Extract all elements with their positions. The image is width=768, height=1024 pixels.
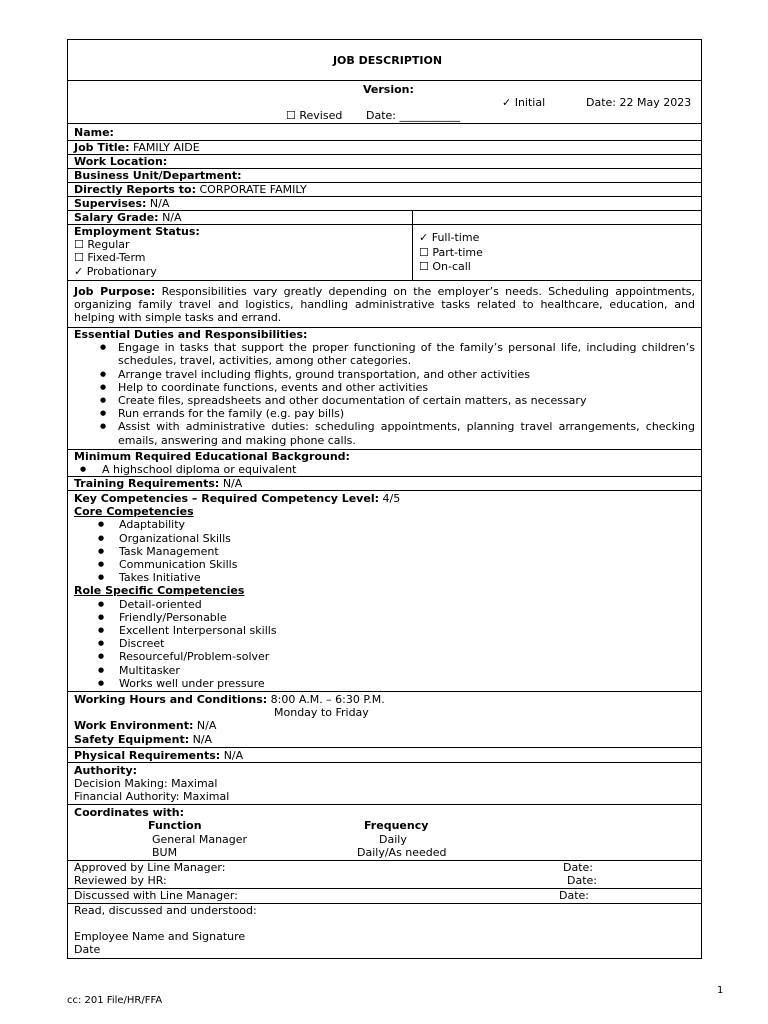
physical-requirements-row [68,748,701,763]
employment-option-part-time: ☐ Part-time [419,245,483,259]
duty-item: ● Help to coordinate functions, events and other activities [74,381,701,394]
role-competencies-list [74,598,701,690]
name-row [68,124,701,141]
safety-equipment-value: N/A [192,732,213,746]
role-competency-item: ● Resourceful/Problem-solver [74,650,701,663]
business-unit-row [68,169,701,183]
coordinates-row [68,805,701,861]
competencies-label: Key Competencies – Required Competency Level: [74,492,379,505]
duty-item: ● Assist with administrative duties: scheduling appointments, planning travel arrangements, checking emails, answering and making phone calls. [74,420,701,446]
version-row [68,81,701,124]
safety-equipment-label: Safety Equipment: [74,732,190,746]
reports-to-label: Directly Reports to: [74,183,196,196]
duty-item: ● Engage in tasks that support the proper functioning of the family’s personal life, including children’s schedules, travel, activities, among other categories. [74,341,701,367]
role-competency-item: ● Multitasker [74,664,701,677]
financial-authority: Financial Authority: Maximal [74,790,230,804]
duty-item: ● Run errands for the family (e.g. pay bills) [74,407,701,420]
employee-signature-label: Employee Name and Signature [74,930,246,944]
core-competency-item: ● Takes Initiative [74,571,701,584]
role-competency-item: ● Friendly/Personable [74,611,701,624]
salary-label: Salary Grade: [74,211,159,224]
frequency-column-header: Frequency [364,819,429,832]
job-title-value: FAMILY AIDE [133,141,200,154]
discussed-row [68,889,701,904]
version-initial: ✓ Initial [502,96,546,109]
name-label: Name: [74,126,114,139]
reviewed-by-label: Reviewed by HR: [74,874,167,888]
supervises-row [68,197,701,211]
job-title-row [68,141,701,155]
duties-label: Essential Duties and Responsibilities: [74,328,308,341]
version-label: Version: [363,83,414,96]
version-initial-date: Date: 22 May 2023 [586,96,692,109]
role-competency-item: ● Detail-oriented [74,598,701,611]
employment-status-label: Employment Status: [74,225,200,238]
salary-value: N/A [162,211,182,224]
core-competency-item: ● Task Management [74,545,701,558]
education-list [74,463,701,476]
approved-date-label: Date: [563,861,593,874]
version-revised-date: Date: ___________ [366,109,460,122]
approval-row [68,861,701,889]
duties-row [68,328,701,450]
form-title-row [68,40,701,81]
supervises-value: N/A [149,197,170,210]
read-understood-label: Read, discussed and understood: [74,904,257,917]
version-revised: ☐ Revised [286,109,343,122]
employment-option-on-call: ☐ On-call [419,260,471,273]
education-row [68,450,701,477]
job-purpose-row [68,281,701,328]
form-title: JOB DESCRIPTION [332,54,443,67]
education-item: ● A highschool diploma or equivalent [74,463,701,476]
authority-label: Authority: [74,764,138,777]
duty-item: ● Arrange travel including flights, ground transportation, and other activities [74,368,701,381]
job-purpose-label: Job Purpose: [74,285,156,298]
salary-row [68,211,701,225]
job-title-label: Job Title: [74,141,130,154]
work-environment-value: N/A [196,719,217,733]
competencies-row [68,491,701,692]
working-hours-value: 8:00 A.M. – 6:30 P.M. [270,693,385,706]
role-competency-item: ● Excellent Interpersonal skills [74,624,701,637]
discussed-label: Discussed with Line Manager: [74,889,238,902]
job-description-form [67,39,702,959]
training-label: Training Requirements: [74,477,220,490]
role-competency-item: ● Discreet [74,637,701,650]
employment-option-probationary: ✓ Probationary [74,264,157,278]
physical-requirements-label: Physical Requirements: [74,749,221,762]
work-environment-label: Work Environment: [74,719,194,733]
authority-row [68,763,701,805]
work-location-row [68,155,701,169]
role-competencies-heading: Role Specific Competencies [74,584,245,598]
duties-list [74,341,701,447]
training-row [68,477,701,491]
competency-level: 4/5 [382,492,401,505]
role-competency-item: ● Works well under pressure [74,677,701,690]
working-days-value: Monday to Friday [274,706,369,720]
reports-to-value: CORPORATE FAMILY [199,183,307,196]
coordinate-function: BUM [152,846,178,859]
work-location-label: Work Location: [74,155,168,168]
employment-option-regular: ☐ Regular [74,238,130,252]
employment-option-full-time: ✓ Full-time [419,231,480,244]
reviewed-date-label: Date: [567,874,597,887]
function-column-header: Function [148,819,202,832]
business-unit-label: Business Unit/Department: [74,169,242,182]
job-purpose-text: Responsibilities vary greatly depending on the employer’s needs. Scheduling appointments, organizing family travel and logistics, handling administrative tasks related to healthcare, education, and helping with simple tasks and errand. [74,285,695,325]
discussed-date-label: Date: [559,889,589,902]
employment-option-fixed-term: ☐ Fixed-Term [74,251,146,265]
core-competency-item: ● Communication Skills [74,558,701,571]
core-competencies-list [74,518,701,584]
reports-to-row [68,183,701,197]
core-competency-item: ● Adaptability [74,518,701,531]
employee-date-label: Date [74,943,101,957]
footer-cc: cc: 201 File/HR/FFA [67,995,163,1006]
employment-status-row [68,225,701,281]
training-value: N/A [222,477,243,490]
acknowledgement-row [68,904,701,959]
core-competencies-heading: Core Competencies [74,505,194,519]
education-label: Minimum Required Educational Background: [74,450,350,463]
supervises-label: Supervises: [74,197,147,210]
duty-item: ● Create files, spreadsheets and other documentation of certain matters, as necessary [74,394,701,407]
coordinate-frequency: Daily [379,833,407,846]
working-hours-row [68,692,701,748]
working-hours-label: Working Hours and Conditions: [74,693,268,706]
coordinate-function: General Manager [152,833,248,846]
core-competency-item: ● Organizational Skills [74,532,701,545]
page-number: 1 [717,985,724,996]
physical-requirements-value: N/A [223,749,244,762]
coordinate-frequency: Daily/As needed [357,846,447,859]
coordinates-label: Coordinates with: [74,806,185,819]
decision-making: Decision Making: Maximal [74,777,218,791]
approved-by-label: Approved by Line Manager: [74,861,226,874]
